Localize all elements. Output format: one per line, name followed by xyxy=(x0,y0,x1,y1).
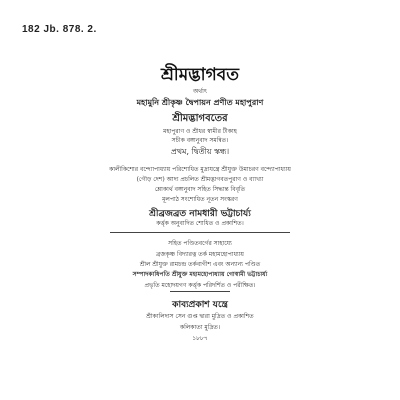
press-line: কাব্যপ্রকাশ যন্ত্রে xyxy=(172,300,228,310)
helper-line-3: শ্রীল শ্রীযুক্ত রামচন্দ্র তর্কবাগীশ এবং অন্যান্য পণ্ডিত xyxy=(139,261,261,268)
divider xyxy=(110,232,290,233)
editor-line: শ্রীব্রজব্রত নামধারী ভট্টাচার্য্য xyxy=(149,209,251,219)
helper-line-4: সম্পাদকাধিপতি শ্রীযুক্ত মহামহোপাধ্যায় গোস্বামী ভট্টাচার্য্য xyxy=(132,271,268,278)
paragraph-line-4: মূলপাঠ সংশোধিত নূতন সংস্করণ xyxy=(162,196,238,203)
printer-line: শ্রীকালিদাস সেন গুপ্ত দ্বারা মুদ্রিত ও প্রকাশিত xyxy=(146,313,254,320)
helper-line-1: সহিত পণ্ডিতবর্গের সাহায্যে xyxy=(168,240,232,247)
title2-line: শ্রীমদ্ভাগবতের xyxy=(172,113,228,124)
commentary-line: মহাপুরাণ ও শ্রীধর স্বামীর টীকাহ xyxy=(163,128,237,135)
book-title: শ্রীমদ্ভাগবত xyxy=(161,65,239,85)
divider xyxy=(170,291,230,292)
commentary-line-2: সচীক বঙ্গানুবাদ সমন্বিত। xyxy=(171,137,229,144)
paragraph-line-2: (গৌড় দেশ) আদ্য প্রচলিত শ্রীমদ্ভাগবতপুরাণ ও ব্যাখ্যা xyxy=(136,176,264,183)
paragraph-line-3: শ্লোকার্থ বঙ্গানুবাদ সহিত সিদ্ধান্ত বিবৃতি xyxy=(154,186,246,193)
paragraph-line-1: কালীকিশোর বন্দ্যোপাধ্যায় পরিশোধিত মুদ্রাযন্ত্রে শ্রীযুক্ত উমাচরণ বন্দ্যোপাধ্যায় xyxy=(109,166,291,173)
subtitle: অর্থাৎ xyxy=(192,88,208,95)
edition-line: প্রথম, দ্বিতীয় স্কন্ধ। xyxy=(170,147,230,156)
year: ১৮৮৭ xyxy=(192,335,208,342)
printed-line: কলিকাতা মুদ্রিত। xyxy=(179,324,221,331)
author-line: মহামুনি শ্রীকৃষ্ণ দ্বৈপায়ন প্রণীত মহাপুরাণ xyxy=(136,97,264,107)
helper-line-2: ব্রজকৃষ্ণ বিদ্যারত্ন তর্ক মহামহোপাধ্যায় xyxy=(156,251,244,258)
editor-note: কর্ত্তৃক অনুবাদিত শোধিত ও প্রকাশিত। xyxy=(156,220,244,227)
helper-line-5: প্রভৃতি মহোদয়গণ কর্ত্তৃক পরিদর্শিত ও পরীক্ষিত। xyxy=(144,282,256,289)
catalog-mark: 182 Jb. 878. 2. xyxy=(22,24,97,35)
